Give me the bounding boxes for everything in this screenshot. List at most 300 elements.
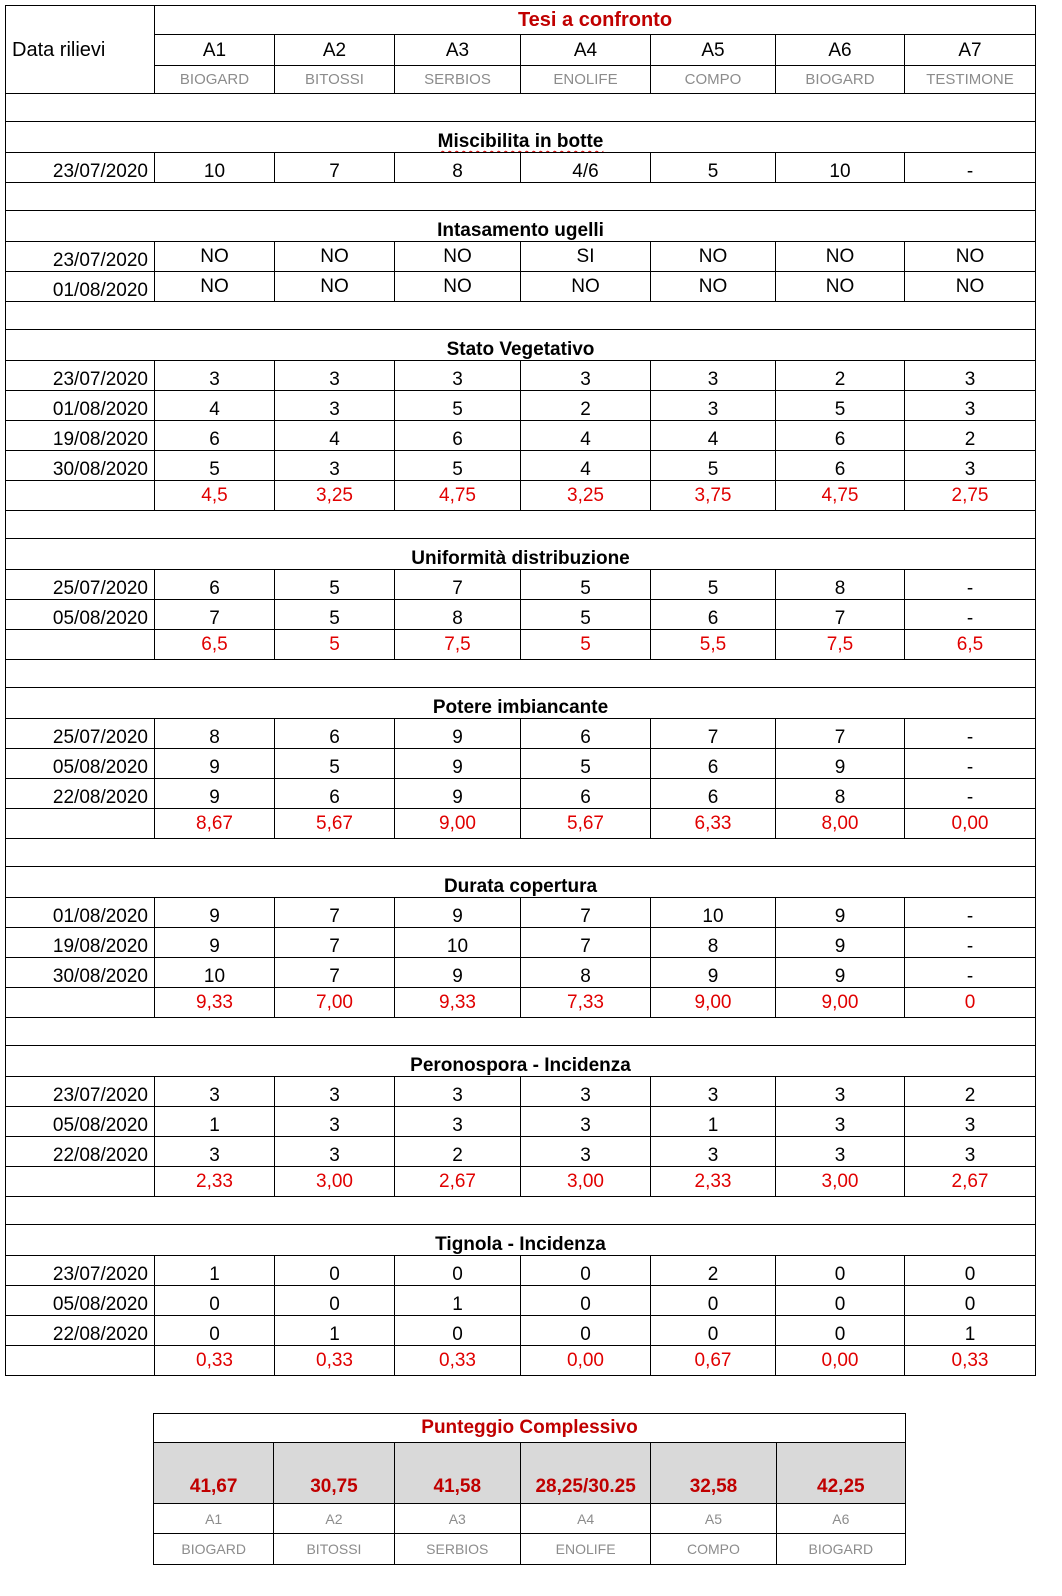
spacer-cell (6, 839, 1036, 867)
section-header-row (6, 539, 1036, 570)
row-date: 05/08/2020 (6, 749, 155, 779)
value-cell: 10 (155, 153, 275, 183)
value-cell: 7 (275, 153, 395, 183)
value-cell: 7 (275, 898, 395, 928)
value-cell: 3 (521, 1077, 651, 1107)
value-cell: NO (905, 242, 1036, 272)
column-brand: SERBIOS (395, 66, 521, 94)
value-cell: 5 (275, 749, 395, 779)
value-cell: - (905, 153, 1036, 183)
average-cell: 0,00 (776, 1346, 905, 1376)
value-cell: 9 (395, 749, 521, 779)
value-cell: 7 (275, 928, 395, 958)
section-title (6, 539, 1036, 570)
value-cell: 8 (395, 600, 521, 630)
value-cell: 3 (651, 1077, 776, 1107)
average-cell: 4,75 (395, 481, 521, 511)
value-cell: 1 (651, 1107, 776, 1137)
row-date: 23/07/2020 (6, 242, 155, 272)
average-cell: 6,5 (155, 630, 275, 660)
section-header-row (6, 1046, 1036, 1077)
value-cell: 2 (905, 421, 1036, 451)
average-label-cell (6, 630, 155, 660)
value-cell: 5 (651, 153, 776, 183)
value-cell: 9 (155, 749, 275, 779)
average-row (6, 630, 1036, 660)
value-cell: 8 (776, 570, 905, 600)
average-cell: 6,33 (651, 809, 776, 839)
value-cell: 3 (521, 361, 651, 391)
row-date: 19/08/2020 (6, 928, 155, 958)
value-cell: 1 (905, 1316, 1036, 1346)
value-cell: 6 (155, 421, 275, 451)
spacer-row (6, 183, 1036, 211)
value-cell: 3 (651, 1137, 776, 1167)
value-cell: - (905, 600, 1036, 630)
value-cell: 0 (651, 1316, 776, 1346)
value-cell: NO (275, 272, 395, 302)
value-cell: 0 (521, 1256, 651, 1286)
value-cell: NO (776, 242, 905, 272)
average-cell: 7,5 (776, 630, 905, 660)
value-cell: 0 (521, 1286, 651, 1316)
summary-code: A5 (651, 1504, 776, 1534)
average-cell: 7,00 (275, 988, 395, 1018)
value-cell: 3 (395, 1107, 521, 1137)
table-row (6, 153, 1036, 183)
value-cell: 6 (521, 779, 651, 809)
table-title: Tesi a confronto (155, 6, 1036, 35)
spacer-cell (6, 302, 1036, 330)
value-cell: NO (155, 272, 275, 302)
value-cell: 8 (155, 719, 275, 749)
average-row (6, 1346, 1036, 1376)
value-cell: 3 (275, 1107, 395, 1137)
row-date: 23/07/2020 (6, 1077, 155, 1107)
value-cell: 6 (275, 779, 395, 809)
row-date: 01/08/2020 (6, 272, 155, 302)
value-cell: 5 (776, 391, 905, 421)
average-cell: 5,67 (521, 809, 651, 839)
value-cell: 6 (776, 451, 905, 481)
value-cell: 9 (395, 958, 521, 988)
value-cell: 0 (776, 1316, 905, 1346)
average-cell: 2,33 (651, 1167, 776, 1197)
value-cell: 3 (275, 451, 395, 481)
row-date: 19/08/2020 (6, 421, 155, 451)
summary-brand: BITOSSI (274, 1534, 394, 1565)
table-row (6, 600, 1036, 630)
value-cell: 1 (155, 1256, 275, 1286)
average-cell: 3,00 (275, 1167, 395, 1197)
value-cell: - (905, 928, 1036, 958)
value-cell: 3 (776, 1077, 905, 1107)
value-cell: 8 (776, 779, 905, 809)
section-title (6, 211, 1036, 242)
value-cell: 9 (776, 928, 905, 958)
value-cell: 3 (395, 1077, 521, 1107)
date-column-header: Data rilievi (6, 6, 155, 94)
average-row (6, 988, 1036, 1018)
section-title-text: Tignola - Incidenza (435, 1234, 606, 1255)
value-cell: - (905, 958, 1036, 988)
value-cell: 9 (395, 719, 521, 749)
average-cell: 0 (905, 988, 1036, 1018)
average-cell: 0,33 (275, 1346, 395, 1376)
summary-code: A1 (154, 1504, 274, 1534)
column-brand: BIOGARD (155, 66, 275, 94)
table-row (6, 361, 1036, 391)
section-title-text: Miscibilita in botte (437, 131, 604, 152)
value-cell: NO (155, 242, 275, 272)
value-cell: 4 (275, 421, 395, 451)
average-cell: 9,00 (776, 988, 905, 1018)
value-cell: 6 (651, 749, 776, 779)
value-cell: 6 (275, 719, 395, 749)
value-cell: 0 (275, 1286, 395, 1316)
value-cell: 8 (395, 153, 521, 183)
value-cell: 4 (651, 421, 776, 451)
spacer-row (6, 1018, 1036, 1046)
average-cell: 7,33 (521, 988, 651, 1018)
value-cell: 7 (776, 719, 905, 749)
value-cell: 5 (395, 451, 521, 481)
row-date: 22/08/2020 (6, 1316, 155, 1346)
table-row (6, 1316, 1036, 1346)
value-cell: 9 (155, 779, 275, 809)
table-row (6, 391, 1036, 421)
spacer-row (6, 94, 1036, 122)
total-score: 30,75 (274, 1443, 394, 1504)
table-row (6, 570, 1036, 600)
table-row (6, 749, 1036, 779)
section-header-row (6, 211, 1036, 242)
value-cell: 7 (155, 600, 275, 630)
value-cell: 5 (155, 451, 275, 481)
value-cell: 10 (395, 928, 521, 958)
section-title-text: Durata copertura (443, 876, 598, 897)
value-cell: 3 (905, 361, 1036, 391)
value-cell: NO (395, 272, 521, 302)
value-cell: 1 (155, 1107, 275, 1137)
value-cell: - (905, 749, 1036, 779)
section-title (6, 122, 1036, 153)
value-cell: NO (651, 272, 776, 302)
value-cell: 6 (155, 570, 275, 600)
table-row (6, 242, 1036, 272)
value-cell: 7 (521, 898, 651, 928)
value-cell: NO (651, 242, 776, 272)
value-cell: 9 (776, 898, 905, 928)
section-header-row (6, 330, 1036, 361)
spacer-cell (6, 660, 1036, 688)
column-code: A3 (395, 35, 521, 66)
value-cell: 0 (155, 1316, 275, 1346)
value-cell: 9 (155, 928, 275, 958)
value-cell: 3 (905, 1107, 1036, 1137)
summary-brand: SERBIOS (394, 1534, 520, 1565)
value-cell: SI (521, 242, 651, 272)
average-cell: 0,33 (905, 1346, 1036, 1376)
section-title-text: Stato Vegetativo (446, 339, 595, 360)
value-cell: 4 (521, 451, 651, 481)
average-cell: 3,75 (651, 481, 776, 511)
table-row (6, 898, 1036, 928)
section-title (6, 688, 1036, 719)
average-cell: 2,33 (155, 1167, 275, 1197)
row-date: 22/08/2020 (6, 1137, 155, 1167)
section-title (6, 330, 1036, 361)
value-cell: 9 (651, 958, 776, 988)
value-cell: 4/6 (521, 153, 651, 183)
section-title-text: Peronospora - Incidenza (410, 1055, 631, 1076)
summary-brand: BIOGARD (154, 1534, 274, 1565)
average-label-cell (6, 481, 155, 511)
row-date: 23/07/2020 (6, 361, 155, 391)
average-row (6, 481, 1036, 511)
average-cell: 2,67 (395, 1167, 521, 1197)
row-date: 05/08/2020 (6, 1107, 155, 1137)
column-code: A6 (776, 35, 905, 66)
average-cell: 5 (275, 630, 395, 660)
column-code: A2 (275, 35, 395, 66)
value-cell: 9 (395, 898, 521, 928)
value-cell: 3 (155, 1137, 275, 1167)
section-title-text: Intasamento ugelli (437, 220, 604, 241)
average-cell: 2,67 (905, 1167, 1036, 1197)
average-cell: 3,25 (521, 481, 651, 511)
average-cell: 3,25 (275, 481, 395, 511)
value-cell: NO (275, 242, 395, 272)
average-cell: 7,5 (395, 630, 521, 660)
average-cell: 9,33 (155, 988, 275, 1018)
value-cell: 4 (155, 391, 275, 421)
value-cell: 2 (521, 391, 651, 421)
value-cell: 3 (155, 1077, 275, 1107)
value-cell: 3 (905, 391, 1036, 421)
value-cell: 3 (905, 451, 1036, 481)
average-cell: 5,5 (651, 630, 776, 660)
summary-brand: ENOLIFE (520, 1534, 650, 1565)
value-cell: 6 (521, 719, 651, 749)
value-cell: 9 (155, 898, 275, 928)
column-code: A5 (651, 35, 776, 66)
table-row (6, 779, 1036, 809)
section-header-row (6, 688, 1036, 719)
summary-title: Punteggio Complessivo (154, 1414, 906, 1443)
value-cell: 9 (395, 779, 521, 809)
value-cell: 5 (651, 451, 776, 481)
total-score: 41,58 (394, 1443, 520, 1504)
value-cell: NO (776, 272, 905, 302)
column-brand: BITOSSI (275, 66, 395, 94)
value-cell: 6 (395, 421, 521, 451)
table-row (6, 1077, 1036, 1107)
spacer-row (6, 511, 1036, 539)
average-label-cell (6, 809, 155, 839)
value-cell: 3 (275, 1077, 395, 1107)
value-cell: NO (395, 242, 521, 272)
value-cell: 2 (905, 1077, 1036, 1107)
summary-brand: BIOGARD (776, 1534, 905, 1565)
value-cell: 3 (776, 1107, 905, 1137)
average-label-cell (6, 1346, 155, 1376)
average-label-cell (6, 988, 155, 1018)
row-date: 05/08/2020 (6, 600, 155, 630)
table-row (6, 272, 1036, 302)
value-cell: 5 (521, 570, 651, 600)
value-cell: 7 (776, 600, 905, 630)
value-cell: 3 (521, 1137, 651, 1167)
row-date: 23/07/2020 (6, 153, 155, 183)
spacer-cell (6, 511, 1036, 539)
table-row (6, 1256, 1036, 1286)
section-title (6, 1225, 1036, 1256)
column-code: A4 (521, 35, 651, 66)
value-cell: 5 (275, 570, 395, 600)
value-cell: 3 (651, 361, 776, 391)
row-date: 22/08/2020 (6, 779, 155, 809)
table-row (6, 928, 1036, 958)
value-cell: - (905, 570, 1036, 600)
value-cell: 0 (395, 1316, 521, 1346)
value-cell: 6 (776, 421, 905, 451)
value-cell: 2 (651, 1256, 776, 1286)
average-cell: 9,00 (395, 809, 521, 839)
table-row (6, 719, 1036, 749)
spacer-cell (6, 183, 1036, 211)
value-cell: - (905, 779, 1036, 809)
spacer-cell (6, 1197, 1036, 1225)
average-cell: 9,00 (651, 988, 776, 1018)
column-brand: ENOLIFE (521, 66, 651, 94)
total-score: 41,67 (154, 1443, 274, 1504)
row-date: 30/08/2020 (6, 451, 155, 481)
value-cell: 0 (275, 1256, 395, 1286)
value-cell: 1 (275, 1316, 395, 1346)
spacer-row (6, 660, 1036, 688)
total-score: 32,58 (651, 1443, 776, 1504)
average-cell: 3,00 (776, 1167, 905, 1197)
value-cell: 7 (395, 570, 521, 600)
section-title-text: Potere imbiancante (432, 697, 609, 718)
spacer-row (6, 1197, 1036, 1225)
value-cell: 4 (521, 421, 651, 451)
summary-brand: COMPO (651, 1534, 776, 1565)
value-cell: 9 (776, 749, 905, 779)
value-cell: 0 (521, 1316, 651, 1346)
value-cell: 3 (651, 391, 776, 421)
value-cell: - (905, 719, 1036, 749)
average-cell: 4,75 (776, 481, 905, 511)
table-row (6, 451, 1036, 481)
section-header-row (6, 1225, 1036, 1256)
value-cell: 8 (651, 928, 776, 958)
average-cell: 8,67 (155, 809, 275, 839)
average-row (6, 809, 1036, 839)
column-brand: BIOGARD (776, 66, 905, 94)
average-row (6, 1167, 1036, 1197)
value-cell: 7 (275, 958, 395, 988)
row-date: 23/07/2020 (6, 1256, 155, 1286)
value-cell: 6 (651, 779, 776, 809)
value-cell: 0 (905, 1286, 1036, 1316)
average-cell: 0,33 (155, 1346, 275, 1376)
value-cell: 3 (521, 1107, 651, 1137)
column-code: A7 (905, 35, 1036, 66)
column-brand: COMPO (651, 66, 776, 94)
summary-table (153, 1413, 906, 1565)
value-cell: 3 (275, 1137, 395, 1167)
total-score: 42,25 (776, 1443, 905, 1504)
column-brand: TESTIMONE (905, 66, 1036, 94)
row-date: 01/08/2020 (6, 391, 155, 421)
average-label-cell (6, 1167, 155, 1197)
spacer-cell (6, 1018, 1036, 1046)
table-row (6, 1137, 1036, 1167)
section-header-row (6, 867, 1036, 898)
table-row (6, 421, 1036, 451)
summary-code: A2 (274, 1504, 394, 1534)
results-table (5, 5, 1036, 1376)
value-cell: 0 (651, 1286, 776, 1316)
value-cell: 3 (155, 361, 275, 391)
row-date: 05/08/2020 (6, 1286, 155, 1316)
average-cell: 8,00 (776, 809, 905, 839)
value-cell: 3 (275, 361, 395, 391)
average-cell: 0,33 (395, 1346, 521, 1376)
table-row (6, 1107, 1036, 1137)
value-cell: 7 (651, 719, 776, 749)
value-cell: 0 (776, 1256, 905, 1286)
value-cell: 7 (521, 928, 651, 958)
value-cell: 0 (155, 1286, 275, 1316)
section-header-row (6, 122, 1036, 153)
column-code: A1 (155, 35, 275, 66)
value-cell: 0 (395, 1256, 521, 1286)
average-cell: 6,5 (905, 630, 1036, 660)
value-cell: 5 (395, 391, 521, 421)
value-cell: 6 (651, 600, 776, 630)
value-cell: 10 (776, 153, 905, 183)
value-cell: 5 (651, 570, 776, 600)
value-cell: 2 (776, 361, 905, 391)
value-cell: - (905, 898, 1036, 928)
summary-code: A6 (776, 1504, 905, 1534)
average-cell: 5,67 (275, 809, 395, 839)
row-date: 01/08/2020 (6, 898, 155, 928)
spacer-row (6, 839, 1036, 867)
value-cell: 0 (776, 1286, 905, 1316)
value-cell: 5 (275, 600, 395, 630)
average-cell: 0,00 (521, 1346, 651, 1376)
average-cell: 9,33 (395, 988, 521, 1018)
value-cell: 5 (521, 600, 651, 630)
average-cell: 3,00 (521, 1167, 651, 1197)
value-cell: 2 (395, 1137, 521, 1167)
section-title (6, 1046, 1036, 1077)
value-cell: 8 (521, 958, 651, 988)
row-date: 25/07/2020 (6, 719, 155, 749)
average-cell: 4,5 (155, 481, 275, 511)
value-cell: 10 (651, 898, 776, 928)
value-cell: 3 (776, 1137, 905, 1167)
summary-code: A4 (520, 1504, 650, 1534)
average-cell: 2,75 (905, 481, 1036, 511)
total-score: 28,25/30.25 (520, 1443, 650, 1504)
value-cell: 10 (155, 958, 275, 988)
spacer-row (6, 302, 1036, 330)
